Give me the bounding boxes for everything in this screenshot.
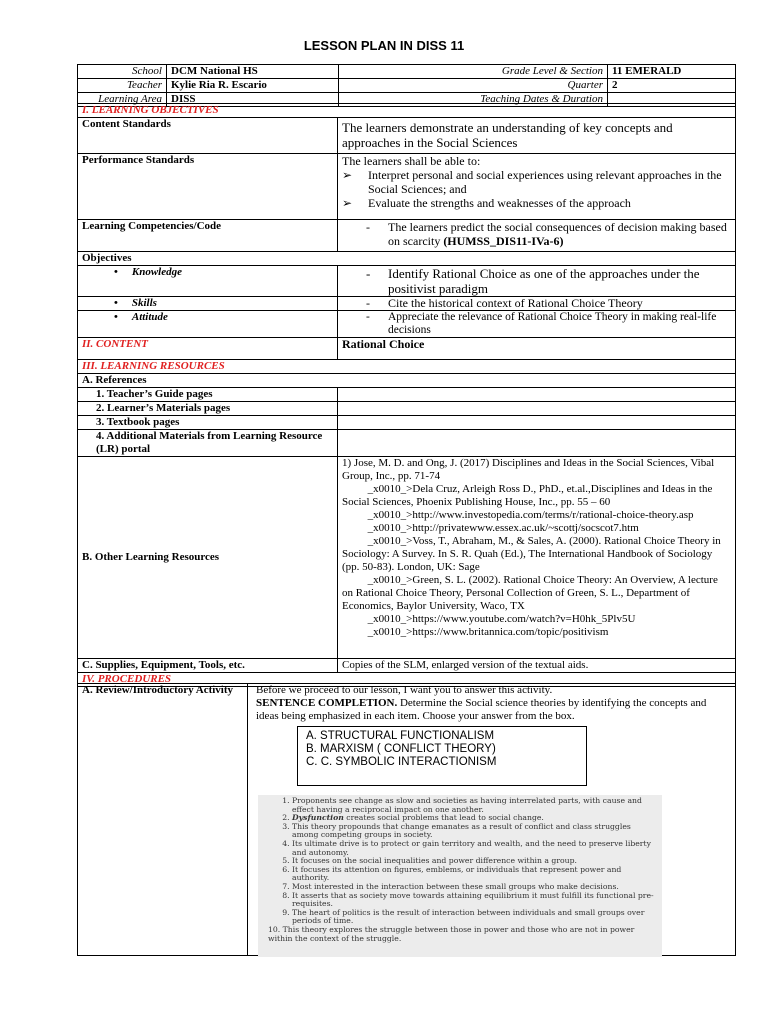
procedures-heading: IV. PROCEDURES — [78, 673, 736, 687]
supplies-label: C. Supplies, Equipment, Tools, etc. — [78, 659, 338, 673]
lr-label: 4. Additional Materials from Learning Resource (LR) portal — [78, 430, 338, 457]
lr-value — [338, 430, 736, 457]
content-standards-label: Content Standards — [78, 118, 338, 154]
choice-item: B. MARXISM ( CONFLICT THEORY) — [306, 743, 496, 755]
lm-label: 2. Learner’s Materials pages — [78, 402, 338, 416]
page-title: LESSON PLAN IN DISS 11 — [303, 38, 465, 53]
reference-item:    _x0010_>Green, S. L. (2002). Rational Choice Theory: An Overview, A lecture on Rational Choice Theory, Personal Collection of Green, S. L., Department of Economics, Baylor University, Waco, TX — [342, 574, 718, 612]
reference-item: 1) Jose, M. D. and Ong, J. (2017) Disciplines and Ideas in the Social Sciences, Vibal Group, Inc., pp. 71-74 — [342, 457, 715, 482]
attitude-label: • Attitude — [78, 311, 338, 338]
activity-items-image — [258, 795, 662, 957]
reference-item:    _x0010_>http://privatewww.essex.ac.uk/~scottj/socscot7.htm — [342, 522, 639, 534]
skills-text: - Cite the historical context of Rational Choice Theory — [342, 297, 731, 310]
content-heading: II. CONTENT — [78, 338, 338, 360]
objectives-label: Objectives — [78, 252, 736, 266]
content-text: Rational Choice — [338, 338, 736, 360]
dysfunction-term: Dysfunction — [292, 813, 344, 823]
activity-item: 10. This theory explores the struggle between those in power and those who are not in power within the context of the struggle. — [268, 924, 635, 943]
reference-item:    _x0010_>Voss, T., Abraham, M., & Sales, A. (2000). Rational Choice Theory in Sociology: A Survey. In S. R. Quah (Ed.), The International Handbook of Sociology (pp. 50-83). London, UK: Sage — [342, 535, 721, 573]
performance-item: ➢ Evaluate the strengths and weaknesses of the approach — [342, 196, 731, 210]
grade-value: 11 EMERALD — [608, 65, 736, 79]
tg-value — [338, 388, 736, 402]
content-standards-text: The learners demonstrate an understanding of key concepts and approaches in the Social Sciences — [338, 118, 736, 154]
reference-item:    _x0010_>https://www.britannica.com/topic/positivism — [342, 626, 609, 638]
teacher-label: Teacher — [78, 79, 167, 93]
activity-instructions: Determine the Social science theories by identifying the concepts and ideas being emphasized in each item. Choose your answer from the box. — [256, 697, 707, 722]
knowledge-text: - Identify Rational Choice as one of the approaches under the positivist paradigm — [342, 266, 731, 296]
skills-label: • Skills — [78, 297, 338, 311]
competencies-item — [342, 220, 731, 248]
other-resources-label: B. Other Learning Resources — [78, 457, 338, 659]
area-value: DISS — [167, 93, 339, 107]
choice-item: C. C. SYMBOLIC INTERACTIONISM — [306, 756, 497, 768]
lm-value — [338, 402, 736, 416]
activity-item: 7. Most interested in the interaction between these small groups who make decisions. — [292, 883, 658, 892]
knowledge-label: • Knowledge — [78, 266, 338, 297]
attitude-text: - Appreciate the relevance of Rational Choice Theory in making real-life decisions — [342, 311, 731, 337]
references-label: A. References — [78, 374, 736, 388]
objectives-heading: I. LEARNING OBJECTIVES — [78, 104, 736, 118]
activity-item: 1. Proponents see change as slow and societies as having interrelated parts, with cause and effect having a reciprocal impact on one another. — [292, 797, 658, 814]
activity-item: 4. Its ultimate drive is to protect or gain territory and wealth, and the need to preserve liberty and autonomy. — [292, 840, 658, 857]
competencies-label: Learning Competencies/Code — [78, 220, 338, 252]
activity-item-text: creates social problems that lead to social change. — [346, 813, 544, 823]
tg-label: 1. Teacher’s Guide pages — [78, 388, 338, 402]
activity-intro: Before we proceed to our lesson, I want you to answer this activity. — [256, 684, 553, 696]
activity-item: 6. It focuses its attention on figures, emblems, or individuals that represent power and authority. — [292, 866, 658, 883]
activity-item: 3. This theory propounds that change emanates as a result of conflict and class struggles among competing groups in society. — [292, 823, 658, 840]
supplies-text: Copies of the SLM, enlarged version of the textual aids. — [338, 659, 736, 673]
activity-item: 5. It focuses on the social inequalities and power difference within a group. — [292, 857, 658, 866]
school-label: School — [78, 65, 167, 79]
tb-label: 3. Textbook pages — [78, 416, 338, 430]
performance-standards-label: Performance Standards — [78, 154, 338, 220]
performance-list — [342, 168, 731, 210]
reference-item:    _x0010_>http://www.investopedia.com/terms/r/rational-choice-theory.asp — [342, 509, 694, 521]
other-resources-list — [338, 457, 736, 659]
school-value: DCM National HS — [167, 65, 339, 79]
header-table — [77, 64, 736, 107]
competencies-text: The learners predict the social consequences of decision making based on scarcity — [388, 220, 727, 248]
activity-item: 8. It asserts that as society move towards attaining equilibrium it must fulfill its functional pre-requisites. — [292, 892, 658, 909]
competencies-code: (HUMSS_DIS11-IVa-6) — [443, 234, 564, 248]
answer-choices-box — [297, 726, 587, 786]
resources-heading: III. LEARNING RESOURCES — [78, 360, 736, 374]
lesson-table — [77, 103, 736, 687]
grade-label: Grade Level & Section — [339, 65, 608, 79]
activity-title: SENTENCE COMPLETION. — [256, 697, 398, 709]
area-label: Learning Area — [78, 93, 167, 107]
tb-value — [338, 416, 736, 430]
activity-item: 9. The heart of politics is the result of interaction between individuals and small groups over periods of time. — [292, 909, 658, 926]
performance-item: ➢ Interpret personal and social experiences using relevant approaches in the Social Sciences; and — [342, 168, 731, 196]
reference-item:    _x0010_>https://www.youtube.com/watch?v=H0hk_5Plv5U — [342, 613, 636, 625]
dates-label: Teaching Dates & Duration — [339, 93, 608, 107]
choice-item: A. STRUCTURAL FUNCTIONALISM — [306, 730, 495, 742]
review-label: A. Review/Introductory Activity — [78, 684, 248, 956]
quarter-value: 2 — [608, 79, 736, 93]
quarter-label: Quarter — [339, 79, 608, 93]
reference-item:    _x0010_>Dela Cruz, Arleigh Ross D., PhD., et.al.,Disciplines and Ideas in the Social Sciences, Phoenix Publishing House, Inc., pp. 55 – 60 — [342, 483, 713, 508]
teacher-value: Kylie Ria R. Escario — [167, 79, 339, 93]
performance-intro: The learners shall be able to: — [342, 154, 481, 168]
